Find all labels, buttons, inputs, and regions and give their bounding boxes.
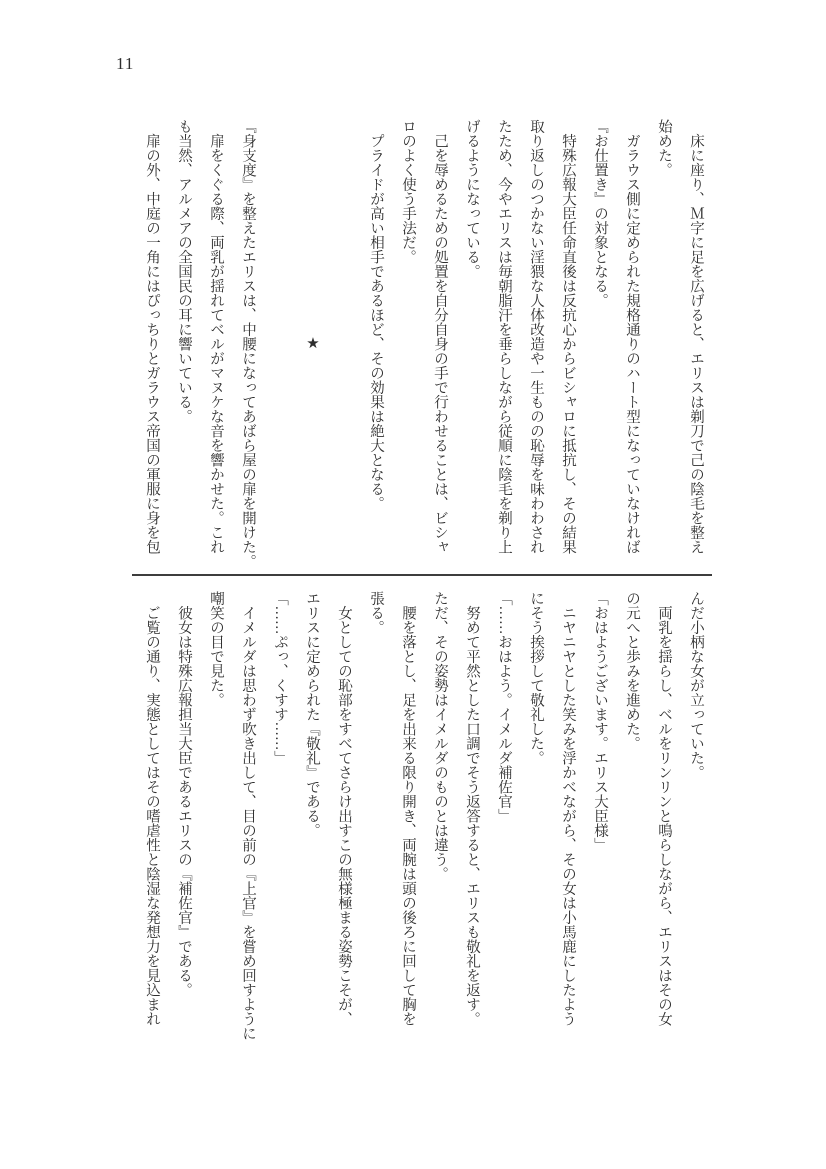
text-line: 努めて平然とした口調でそう返答すると、エリスも敬礼を返す。: [464, 591, 480, 1026]
text-line: ご覧の通り、実態としてはその嗜虐性と陰湿な発想力を見込まれ: [144, 591, 160, 1026]
text-line: 扉をくぐる際、両乳が揺れてベルがマヌケな音を響かせた。これ: [208, 119, 224, 554]
text-line: 扉の外、中庭の一角にはぴっちりとガラウス帝国の軍服に身を包: [144, 119, 160, 554]
text-line: 両乳を揺らし、ベルをリンリンと鳴らしながら、エリスはその女: [656, 591, 672, 1026]
text-line: [328, 119, 360, 567]
text-line: ただ、その姿勢はイメルダのものとは違う。: [432, 591, 448, 881]
text-line: 特殊広報大臣任命直後は反抗心からビシャロに抵抗し、その結果: [560, 119, 576, 554]
text-line: 彼女は特殊広報担当大臣であるエリスの『補佐官』である。: [176, 591, 192, 997]
text-line: 嘲笑の目で見た。: [208, 591, 224, 707]
text-line: ロのよく使う手法だ。: [400, 119, 416, 264]
text-line: エリスに定められた『敬礼』である。: [304, 591, 320, 838]
text-line: 『身支度』を整えたエリスは、中腰になってあばら屋の扉を開けた。: [240, 119, 256, 569]
section-top: [136, 119, 712, 567]
section-bottom: [136, 591, 712, 1043]
text-line: 腰を落とし、足を出来る限り開き、両腕は頭の後ろに回して胸を: [400, 591, 416, 1026]
text-line: 張る。: [368, 591, 384, 635]
text-line: プライドが高い相手であるほど、その効果は絶大となる。: [368, 119, 384, 511]
text-line: [264, 119, 296, 567]
text-line: 取り返しのつかない淫猥な人体改造や一生ものの恥辱を味わわされ: [528, 119, 544, 554]
text-line: 『お仕置き』の対象となる。: [592, 119, 608, 308]
text-line: ガラウス側に定められた規格通りのハート型になっていなければ: [624, 119, 640, 554]
section-divider: [132, 574, 712, 576]
text-line: 「おはようございます。エリス大臣様」: [592, 591, 608, 852]
text-line: イメルダは思わず吹き出して、目の前の『上官』を嘗め回すように: [240, 591, 256, 1041]
text-line: たため、今やエリスは毎朝脂汗を垂らしながら従順に陰毛を剃り上: [496, 119, 512, 554]
text-line: にそう挨拶して敬礼した。: [528, 591, 544, 765]
section-break-star: ★: [304, 334, 320, 352]
text-line: 女としての恥部をすべてさらけ出すこの無様極まる姿勢こそが、: [336, 591, 352, 1026]
text-line: も当然、アルメアの全国民の耳に響いている。: [176, 119, 192, 424]
page-number: 11: [116, 54, 135, 73]
text-line: 始めた。: [656, 119, 672, 177]
text-line: んだ小柄な女が立っていた。: [688, 591, 704, 780]
text-line: 己を辱めるための処置を自分自身の手で行わせることは、ビシャ: [432, 119, 448, 554]
text-line: の元へと歩みを進めた。: [624, 591, 640, 751]
text-line: 床に座り、Ｍ字に足を広げると、エリスは剃刀で己の陰毛を整え: [688, 119, 704, 554]
text-line: げるようになっている。: [464, 119, 480, 279]
text-line: 「……ぷっ、くすす……」: [272, 591, 288, 765]
text-line: ニヤニヤとした笑みを浮かべながら、その女は小馬鹿にしたよう: [560, 591, 576, 1026]
text-line: 「……おはよう。イメルダ補佐官」: [496, 591, 512, 823]
